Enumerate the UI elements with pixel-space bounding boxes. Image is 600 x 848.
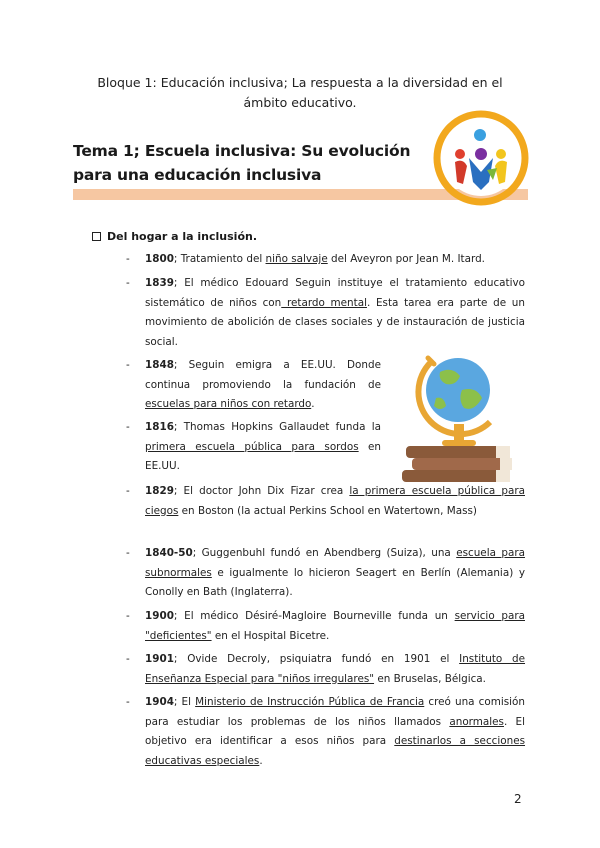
section-heading [92,230,257,243]
inclusion-logo-icon [433,110,529,206]
page-title [73,139,413,187]
checkbox-icon [92,232,101,241]
globe-books-illustration-icon [400,350,518,486]
list-item-year: 1839 [145,277,174,289]
list-item-year: 1904 [145,696,174,708]
list-item-link: servicio para "deficientes" [145,610,525,642]
list-dash: - [126,610,130,622]
list-item-link: escuela para subnormales [145,547,525,579]
list-dash: - [126,421,130,433]
list-item-year: 1816 [145,421,174,433]
list-item-year: 1829 [145,485,174,497]
title-line-1: Tema 1; Escuela inclusiva: Su evolución [73,142,411,160]
list-item-link: destinarlos a secciones educativas especiales [145,735,526,767]
list-dash: - [126,653,130,665]
list-dash: - [126,547,130,559]
list-item-year: 1901 [145,653,174,665]
header-line-1: Bloque 1: Educación inclusiva; La respuesta a la diversidad en el [97,75,503,90]
list-dash: - [126,485,130,497]
page-number: 2 [514,792,522,806]
list-item-link: la primera escuela pública para ciegos [145,485,525,517]
header-line-2: ámbito educativo. [243,95,357,110]
list-item-link: retardo mental [281,296,367,309]
list-item-year: 1800 [145,253,174,265]
title-line-2: para una educación inclusiva [73,166,322,184]
list-item-link: anormales [449,715,504,728]
list-dash: - [126,696,130,708]
document-header [0,73,600,113]
list-item-link: Ministerio de Instrucción Pública de Francia [195,696,425,708]
list-dash: - [126,253,130,265]
list-item-year: 1840-50 [145,547,193,559]
list-item-year: 1900 [145,610,174,622]
list-item-link: Instituto de Enseñanza Especial para "niños irregulares" [145,653,526,685]
section-heading-text: Del hogar a la inclusión. [107,230,258,243]
list-item-year: 1848 [145,359,174,371]
list-dash: - [126,277,130,289]
list-dash: - [126,359,130,371]
list-item-link: escuelas para niños con retardo [145,398,312,410]
list-item-link: primera escuela pública para sordos [145,440,359,453]
list-item-link: niño salvaje [265,253,328,265]
